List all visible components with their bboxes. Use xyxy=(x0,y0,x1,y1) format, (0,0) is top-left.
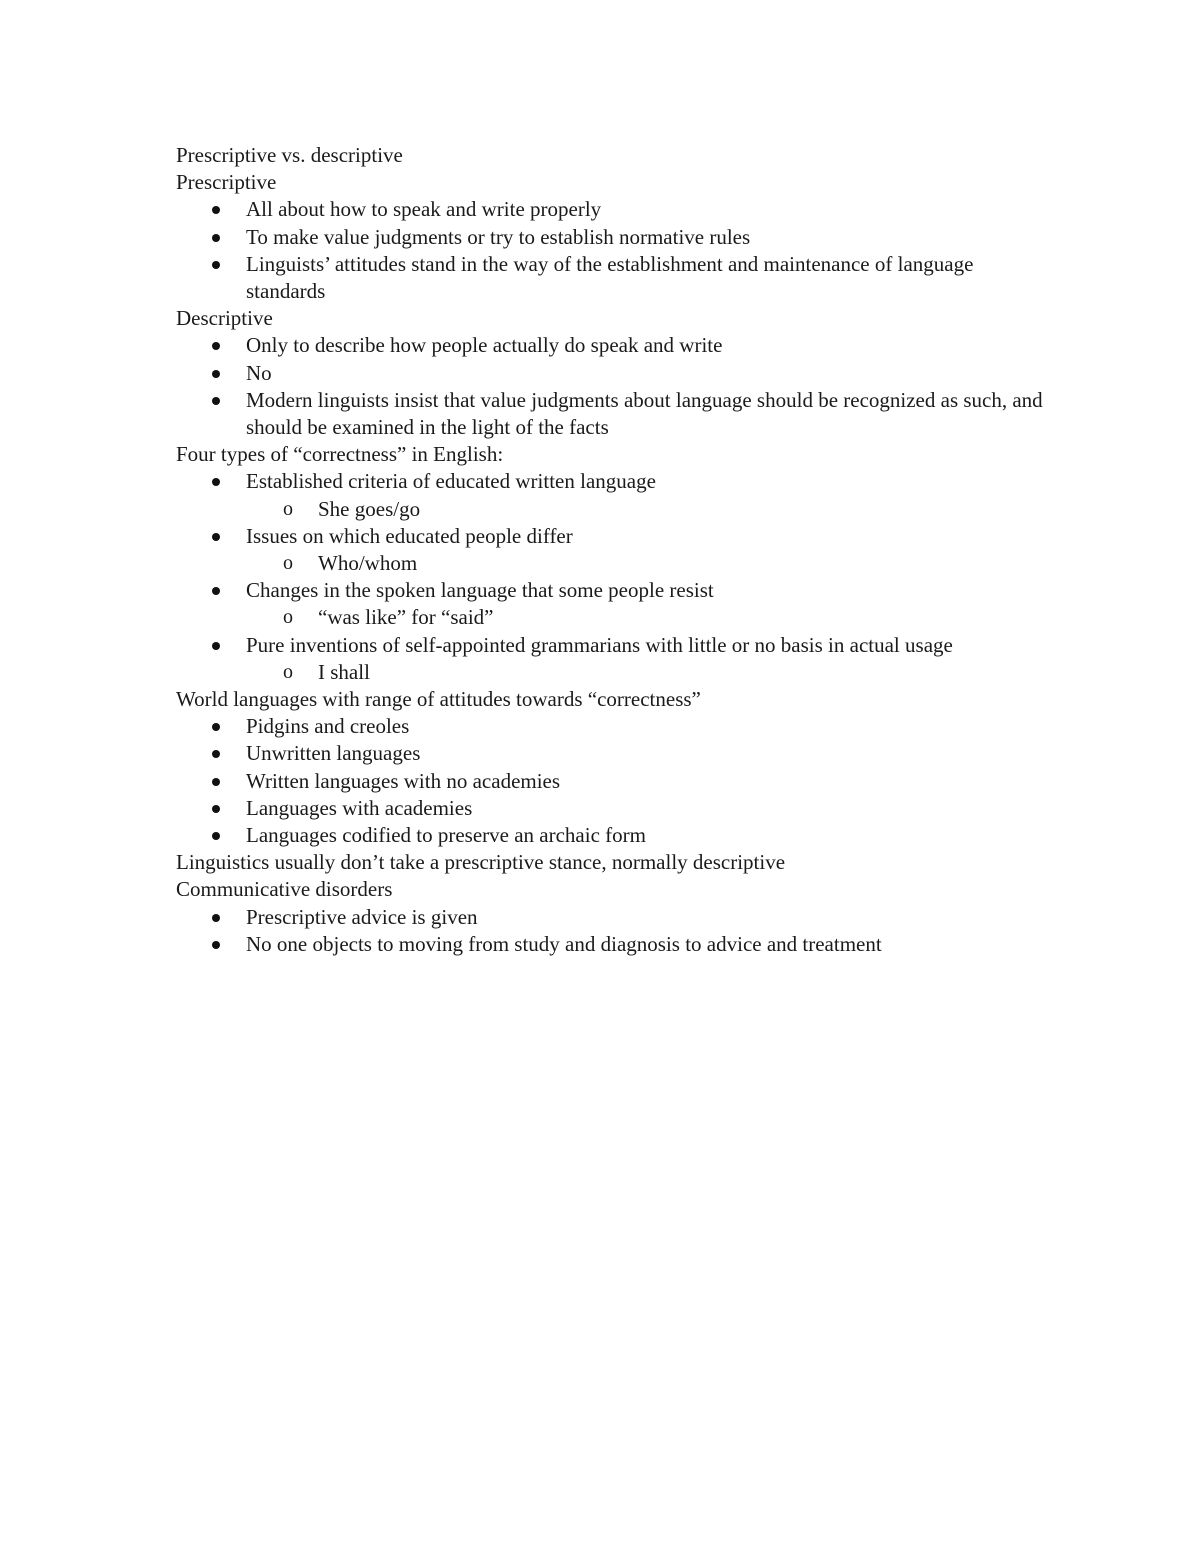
bullet-text: Pidgins and creoles xyxy=(246,714,410,739)
bullet-text: No xyxy=(246,360,272,385)
bullet-item xyxy=(246,740,1046,767)
section-heading: Linguistics usually don’t take a prescriptive stance, normally descriptive xyxy=(176,850,786,875)
bullet-list xyxy=(176,904,1046,958)
bullet-item xyxy=(246,523,1046,577)
section-heading: Descriptive xyxy=(176,306,273,331)
bullet-dot-icon xyxy=(212,370,220,378)
section-heading: Four types of “correctness” in English: xyxy=(176,442,504,467)
sub-bullet-list xyxy=(246,496,1046,523)
bullet-item xyxy=(246,931,1046,958)
sub-bullet-item xyxy=(283,604,1046,631)
bullet-text: No one objects to moving from study and diagnosis to advice and treatment xyxy=(246,931,882,956)
bullet-item xyxy=(246,360,1046,387)
bullet-text: Pure inventions of self-appointed grammarians with little or no basis in actual usage xyxy=(246,632,953,657)
document-page xyxy=(176,142,1046,958)
bullet-dot-icon xyxy=(212,914,220,922)
bullet-item xyxy=(246,768,1046,795)
bullet-dot-icon xyxy=(212,533,220,541)
bullet-dot-icon xyxy=(212,778,220,786)
bullet-dot-icon xyxy=(212,397,220,405)
bullet-item xyxy=(246,332,1046,359)
document-body xyxy=(176,169,1046,958)
sub-bullet-item xyxy=(283,659,1046,686)
bullet-dot-icon xyxy=(212,261,220,269)
sub-bullet-item xyxy=(283,550,1046,577)
bullet-item xyxy=(246,632,1046,686)
bullet-text: Issues on which educated people differ xyxy=(246,523,573,548)
bullet-dot-icon xyxy=(212,587,220,595)
bullet-item xyxy=(246,822,1046,849)
sub-bullet-text: “was like” for “said” xyxy=(318,605,494,630)
bullet-dot-icon xyxy=(212,805,220,813)
sub-bullet-ring-icon: o xyxy=(283,660,293,683)
bullet-dot-icon xyxy=(212,478,220,486)
bullet-list xyxy=(176,332,1046,441)
sub-bullet-list xyxy=(246,659,1046,686)
bullet-text: Linguists’ attitudes stand in the way of the establishment and maintenance of language standards xyxy=(246,251,974,304)
bullet-text: Prescriptive advice is given xyxy=(246,904,478,929)
bullet-dot-icon xyxy=(212,342,220,350)
bullet-text: Only to describe how people actually do speak and write xyxy=(246,333,723,358)
bullet-dot-icon xyxy=(212,750,220,758)
sub-bullet-list xyxy=(246,604,1046,631)
bullet-text: Languages codified to preserve an archaic form xyxy=(246,823,646,848)
bullet-text: To make value judgments or try to establish normative rules xyxy=(246,224,751,249)
bullet-item xyxy=(246,577,1046,631)
bullet-text: Changes in the spoken language that some people resist xyxy=(246,578,714,603)
bullet-text: Unwritten languages xyxy=(246,741,421,766)
bullet-text: All about how to speak and write properly xyxy=(246,197,602,222)
bullet-item xyxy=(246,713,1046,740)
document-title: Prescriptive vs. descriptive xyxy=(176,143,403,167)
bullet-list xyxy=(176,713,1046,849)
sub-bullet-ring-icon: o xyxy=(283,497,293,520)
bullet-text: Languages with academies xyxy=(246,795,473,820)
sub-bullet-ring-icon: o xyxy=(283,606,293,629)
bullet-item xyxy=(246,904,1046,931)
section-heading: Communicative disorders xyxy=(176,877,393,902)
bullet-text: Modern linguists insist that value judgments about language should be recognized as such, and should be examined in the light of the facts xyxy=(246,387,1043,440)
bullet-dot-icon xyxy=(212,832,220,840)
bullet-dot-icon xyxy=(212,642,220,650)
bullet-text: Written languages with no academies xyxy=(246,768,561,793)
section-heading: Prescriptive xyxy=(176,170,277,195)
bullet-dot-icon xyxy=(212,234,220,242)
sub-bullet-text: She goes/go xyxy=(318,496,421,521)
bullet-item xyxy=(246,387,1046,441)
sub-bullet-ring-icon: o xyxy=(283,552,293,575)
bullet-list xyxy=(176,468,1046,686)
bullet-dot-icon xyxy=(212,941,220,949)
bullet-list xyxy=(176,196,1046,305)
bullet-item xyxy=(246,795,1046,822)
section-heading: World languages with range of attitudes towards “correctness” xyxy=(176,687,701,712)
sub-bullet-item xyxy=(283,496,1046,523)
bullet-dot-icon xyxy=(212,723,220,731)
bullet-item xyxy=(246,196,1046,223)
bullet-text: Established criteria of educated written language xyxy=(246,469,656,494)
sub-bullet-text: I shall xyxy=(318,659,370,684)
bullet-dot-icon xyxy=(212,206,220,214)
sub-bullet-text: Who/whom xyxy=(318,551,418,576)
bullet-item xyxy=(246,224,1046,251)
bullet-item xyxy=(246,468,1046,522)
sub-bullet-list xyxy=(246,550,1046,577)
bullet-item xyxy=(246,251,1046,305)
